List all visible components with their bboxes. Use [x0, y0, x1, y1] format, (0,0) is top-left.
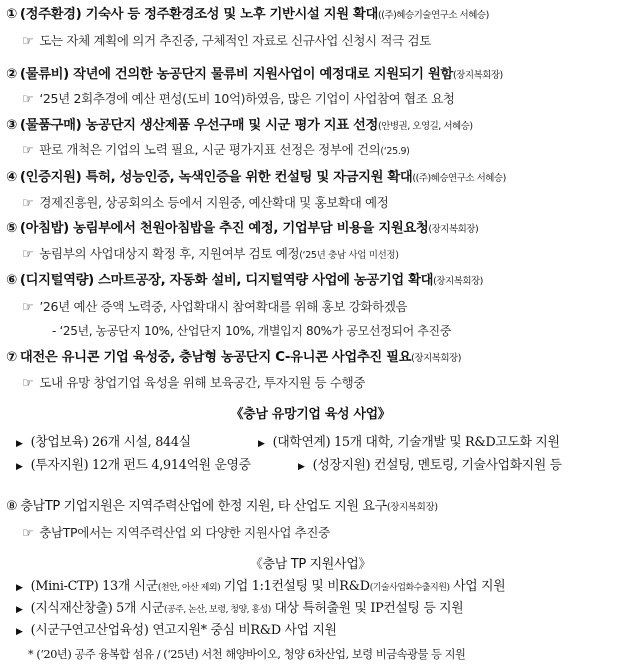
pointing-hand-icon: ☞ [22, 526, 34, 541]
section-2-row-1-mid: 기업 1:1컨설팅 및 비R&D [220, 579, 370, 594]
item-4-number: ④ [6, 170, 17, 185]
item-1-response [22, 32, 431, 51]
item-7-note: 도내 유망 창업기업 육성을 위해 보육공간, 투자지원 등 수행중 [39, 375, 366, 390]
section-2-row-1-post: 사업 지원 [449, 579, 506, 594]
section-2-row-2-small-1: (공주, 논산, 보령, 청양, 홍성) [163, 605, 271, 615]
item-3-heading [6, 117, 473, 136]
item-8-who: (장지복회장) [386, 502, 438, 513]
item-7-heading [6, 349, 461, 368]
section-2-row-1-small-2: (기술사업화수출지원) [369, 583, 450, 593]
item-7-response [22, 374, 365, 393]
item-7-who: (장지복회장) [411, 353, 461, 364]
item-5-number: ⑤ [6, 221, 17, 236]
section-2-row-3 [16, 622, 337, 641]
section-1-row-2b [298, 457, 562, 476]
triangle-bullet-icon: ▶ [16, 605, 23, 615]
item-8-number: ⑧ [6, 499, 18, 514]
section-2-row-3-pre: (시군구연고산업육성) 연고지원* 중심 비R&D 사업 지원 [30, 623, 337, 638]
item-6-response [22, 298, 407, 317]
section-2-row-1 [16, 578, 505, 597]
item-3-number: ③ [6, 118, 17, 133]
item-3-note: 판로 개척은 기업의 노력 필요, 시군 평가지표 선정은 정부에 건의 [39, 142, 381, 157]
section-1-row-1-b: (대학연계) 15개 대학, 기술개발 및 R&D고도화 지원 [272, 435, 560, 450]
section-1-row-1b [258, 434, 560, 453]
section-2-row-1-small-1: (천안, 아산 제외) [157, 583, 221, 593]
pointing-hand-icon: ☞ [22, 92, 34, 107]
item-3-response [22, 141, 410, 161]
triangle-bullet-icon: ▶ [16, 627, 23, 637]
item-7-title: 대전은 유니콘 기업 육성중, 충남형 농공단지 C-유니콘 사업추진 필요 [19, 350, 412, 365]
item-4-response [22, 194, 389, 213]
item-2-who: (장지복회장) [452, 70, 503, 81]
item-2-number: ② [6, 67, 17, 82]
item-5-note: 농림부의 사업대상지 확정 후, 지원여부 검토 예정 [39, 246, 300, 261]
pointing-hand-icon: ☞ [22, 376, 34, 391]
item-6-title: (디지털역량) 스마트공장, 자동화 설비, 디지털역량 사업에 농공기업 확대 [19, 273, 434, 288]
item-2-response [22, 90, 455, 109]
item-5-who: (장지복회장) [428, 224, 479, 235]
section-1-row-1 [16, 434, 191, 453]
item-6-who: (장지복회장) [433, 276, 483, 287]
section-2-row-1-pre: (Mini-CTP) 13개 시군 [30, 579, 158, 594]
item-1-title: (정주환경) 기숙사 등 정주환경조성 및 노후 기반시설 지원 확대 [19, 7, 378, 22]
pointing-hand-icon: ☞ [22, 196, 34, 211]
pointing-hand-icon: ☞ [22, 34, 34, 49]
triangle-bullet-icon: ▶ [298, 462, 305, 472]
item-1-heading [6, 6, 489, 25]
section-2-row-2 [16, 600, 463, 619]
item-8-note: 충남TP에서는 지역주력산업 외 다양한 지원사업 추진중 [39, 525, 330, 540]
section-1-row-2 [16, 457, 251, 476]
section-2-row-2-mid: 대상 특허출원 및 IP컨설팅 등 지원 [270, 601, 464, 616]
triangle-bullet-icon: ▶ [16, 439, 23, 449]
section-2-title: 《충남 TP 지원사업》 [249, 557, 372, 572]
item-3-who: (안병권, 오영길, 서혜승) [377, 121, 473, 132]
section-1-row-1-a: (창업보육) 26개 시설, 844실 [30, 435, 191, 450]
section-2-footnote: * (‘20년) 공주 융복합 섬유 / (‘25년) 서천 해양바이오, 청양 6차산업, 보령 비금속광물 등 지원 [28, 648, 466, 661]
item-5-response [22, 245, 399, 265]
item-7-number: ⑦ [6, 350, 17, 365]
item-1-number: ① [6, 7, 17, 22]
section-1-title: 《충남 유망기업 육성 사업》 [230, 407, 391, 422]
triangle-bullet-icon: ▶ [16, 462, 23, 472]
item-4-heading [6, 169, 506, 188]
item-3-note-date: (‘25.9) [380, 146, 410, 157]
section-1-row-2-a: (투자지원) 12개 펀드 4,914억원 운영중 [30, 458, 251, 473]
item-6-note: ’26년 예산 증액 노력중, 사업확대시 참여확대를 위해 홍보 강화하겠음 [39, 299, 408, 314]
item-2-heading [6, 66, 503, 85]
item-4-note: 경제진흥원, 상공회의소 등에서 지원중, 예산확대 및 홍보확대 예정 [39, 195, 389, 210]
pointing-hand-icon: ☞ [22, 247, 34, 262]
section-2-row-2-pre: (지식재산창출) 5개 시군 [30, 601, 164, 616]
item-3-title: (물품구매) 농공단지 생산제품 우선구매 및 시군 평가 지표 선정 [19, 118, 378, 133]
triangle-bullet-icon: ▶ [258, 439, 265, 449]
item-5-heading [6, 220, 478, 239]
item-1-note: 도는 자체 계획에 의거 추진중, 구체적인 자료로 신규사업 신청시 적극 검토 [39, 33, 431, 48]
item-8-heading [6, 498, 438, 517]
item-4-who: ((주)혜승연구소 서혜승) [412, 173, 506, 184]
item-6-heading [6, 272, 483, 291]
item-6-number: ⑥ [6, 273, 17, 288]
item-5-title: (아침밥) 농림부에서 천원아침밥을 추진 예정, 기업부담 비용을 지원요청 [19, 221, 429, 236]
item-8-title: 충남TP 기업지원은 지역주력산업에 한정 지원, 타 산업도 지원 요구 [20, 499, 387, 514]
item-6-detail: - ‘25년, 농공단지 10%, 산업단지 10%, 개별입지 80%가 공모선정되어 추진중 [52, 324, 452, 338]
pointing-hand-icon: ☞ [22, 300, 34, 315]
item-1-who: ((주)혜승기술연구소 서혜승) [377, 10, 489, 21]
item-8-response [22, 524, 330, 543]
item-2-note: ‘25년 2회추경에 예산 편성(도비 10억)하였음, 많은 기업이 사업참여 협조 요청 [39, 91, 455, 106]
triangle-bullet-icon: ▶ [16, 583, 23, 593]
pointing-hand-icon: ☞ [22, 143, 34, 158]
item-4-title: (인증지원) 특허, 성능인증, 녹색인증을 위한 컨설팅 및 자금지원 확대 [19, 170, 413, 185]
item-5-note-status: (‘25년 충남 사업 미선정) [299, 250, 399, 261]
item-2-title: (물류비) 작년에 건의한 농공단지 물류비 지원사업이 예정대로 지원되기 원함 [19, 67, 453, 82]
section-1-row-2-b: (성장지원) 컨설팅, 멘토링, 기술사업화지원 등 [312, 458, 562, 473]
